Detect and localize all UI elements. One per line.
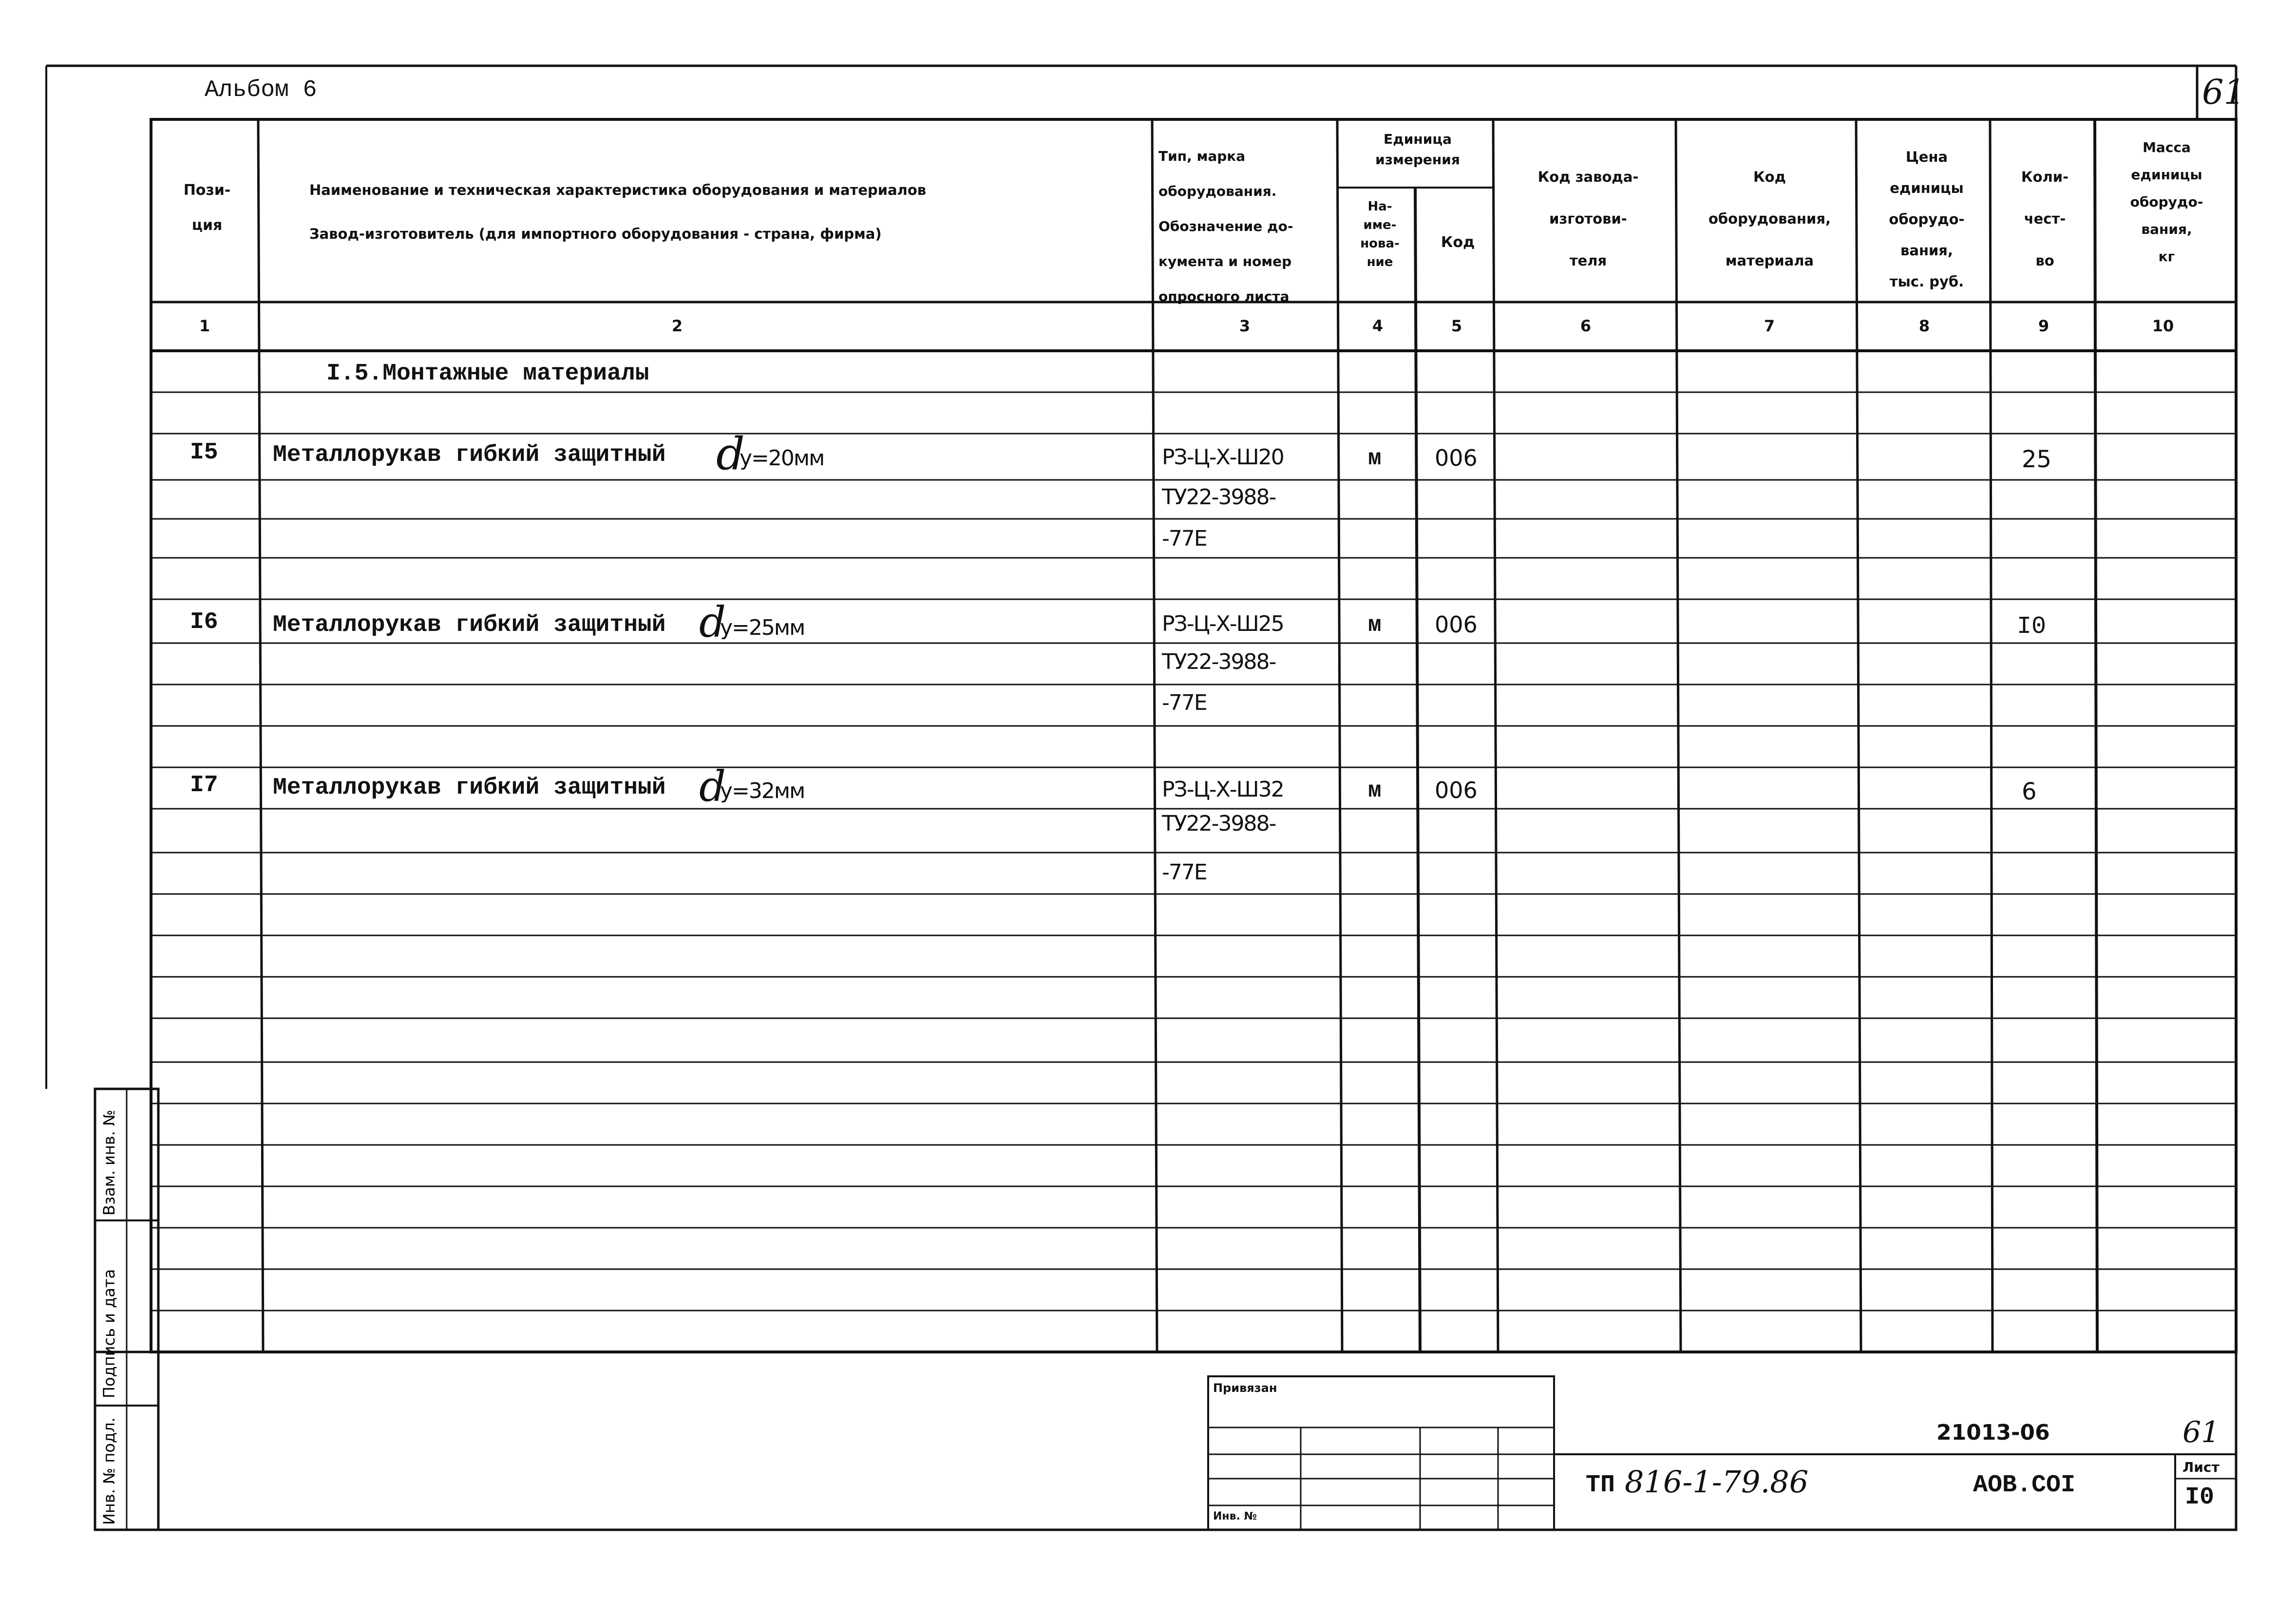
row-unit: м (1368, 778, 1382, 803)
row-unit: м (1368, 446, 1382, 471)
project-prefix: ТП (1586, 1471, 1615, 1499)
col-unit-code-header (1420, 234, 1496, 251)
row-position: I7 (190, 772, 218, 799)
section-title: I.5.Монтажные материалы (326, 361, 649, 387)
row-dy-value: у=25мм (720, 615, 805, 640)
inv-no-label: Инв. № (1213, 1510, 1257, 1522)
project-code: 816-1-79.86 (1625, 1464, 1809, 1500)
row-dy-symbol: d (699, 762, 726, 811)
page-number: 61 (2202, 72, 2246, 112)
col-quantity-text: Коли- чест- во (2021, 169, 2069, 269)
col-unit-group-text: Единица измерения (1375, 131, 1460, 168)
col-name-line1: Наименование и техническая характеристика оборудования и материалов (309, 182, 927, 198)
col-unit-name-text: На- име- нова- ние (1360, 199, 1400, 269)
stamp-inv-label: Инв. № подл. (100, 1417, 118, 1525)
col-number: 1 (199, 317, 210, 335)
row-type-line1: РЗ-Ц-Х-Ш20 (1162, 445, 1284, 470)
row-name: Металлорукав гибкий защитный (273, 612, 666, 638)
col-unit-name-header (1342, 197, 1418, 271)
col-name-line2: Завод-изготовитель (для импортного оборудования - страна, фирма) (309, 226, 882, 242)
col-number: 4 (1372, 317, 1384, 335)
col-quantity-header (1992, 156, 2097, 282)
row-unit: м (1368, 612, 1382, 638)
row-quantity: 25 (2022, 446, 2052, 473)
col-number: 7 (1764, 317, 1775, 335)
row-type-line2: ТУ22-3988- (1162, 811, 1276, 836)
col-mass-header (2097, 134, 2236, 270)
stamp-signature-label: Подпись и дата (100, 1269, 118, 1398)
col-price-text: Цена единицы оборудо- вания, тыс. руб. (1889, 149, 1965, 290)
col-position-text: Пози- ция (183, 182, 231, 234)
row-unit-code: 006 (1435, 445, 1478, 471)
row-unit-code: 006 (1435, 777, 1478, 803)
row-name: Металлорукав гибкий защитный (273, 442, 666, 468)
row-position: I5 (190, 439, 218, 466)
row-dy-symbol: d (699, 598, 726, 647)
col-number: 9 (2038, 317, 2049, 335)
attached-label: Привязан (1213, 1381, 1277, 1395)
col-position-header (161, 173, 253, 243)
row-type-line2: ТУ22-3988- (1162, 485, 1276, 510)
archive-page: 61 (2182, 1415, 2220, 1449)
row-unit-code: 006 (1435, 611, 1478, 638)
album-label: Альбом 6 (205, 77, 317, 103)
col-price-header (1861, 141, 1992, 297)
col-name-header (266, 168, 1147, 256)
archive-number: 21013-06 (1936, 1420, 2050, 1445)
row-type-line3: -77Е (1162, 860, 1207, 885)
col-type-text: Тип, марка оборудования. Обозначение до- кумента и номер опросного листа (1158, 148, 1293, 304)
row-position: I6 (190, 609, 218, 635)
row-dy-value: у=20мм (740, 446, 824, 471)
col-number: 8 (1918, 317, 1930, 335)
col-material-code-text: Код оборудования, материала (1708, 169, 1831, 269)
row-type-line3: -77Е (1162, 690, 1207, 715)
row-type-line1: РЗ-Ц-Х-Ш32 (1162, 777, 1284, 802)
col-material-code-header (1681, 156, 1859, 282)
col-number: 2 (671, 317, 683, 335)
sheet-number: I0 (2185, 1484, 2215, 1511)
col-type-header (1158, 139, 1338, 314)
row-dy-value: у=32мм (720, 779, 805, 803)
col-number: 5 (1451, 317, 1462, 335)
col-number: 6 (1580, 317, 1592, 335)
col-number: 10 (2152, 317, 2174, 335)
col-factory-code-text: Код завода- изготови- теля (1537, 169, 1639, 269)
col-factory-code-header (1498, 156, 1678, 282)
row-quantity: 6 (2022, 778, 2037, 805)
col-unit-group-header (1342, 129, 1493, 170)
col-mass-text: Масса единицы оборудо- вания, кг (2130, 139, 2203, 265)
row-quantity: I0 (2017, 613, 2047, 641)
document-code: АОВ.СОI (1973, 1471, 2076, 1499)
col-number: 3 (1239, 317, 1251, 335)
row-type-line1: РЗ-Ц-Х-Ш25 (1162, 611, 1284, 636)
row-name: Металлорукав гибкий защитный (273, 775, 666, 801)
sheet-label: Лист (2182, 1459, 2220, 1475)
col-unit-code-text: Код (1441, 234, 1475, 251)
stamp-replacement-label: Взам. инв. № (100, 1109, 118, 1216)
row-dy-symbol: d (716, 428, 745, 480)
row-type-line3: -77Е (1162, 526, 1207, 551)
row-type-line2: ТУ22-3988- (1162, 649, 1276, 674)
